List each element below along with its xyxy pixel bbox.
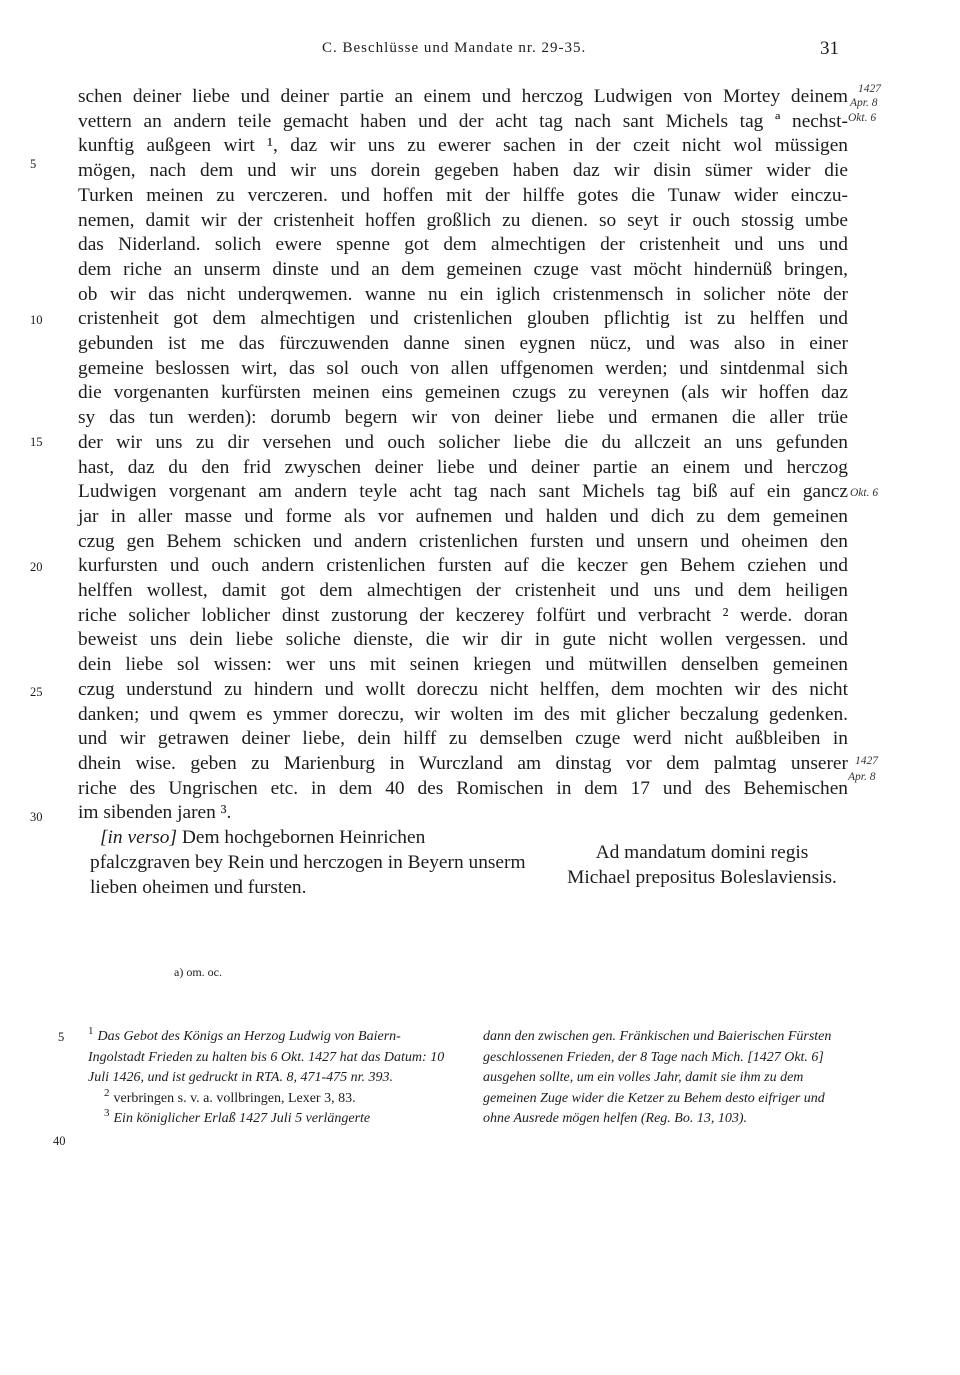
address-text: Dem hochgebornen Heinrichen pfalczgraven bey Rein und herczogen in Beyern unserm lieben oheimen und fursten. [90,827,526,898]
mandate-signature [552,840,852,890]
text-line: danken; und qwem es ymmer doreczu, wir wolten im des mit glicher beczalung gedenken. [78,704,848,725]
margin-date: 1427 [855,755,878,767]
footnote-text: Das Gebot des Königs an Herzog Ludwig von Baiern-Ingolstadt Frieden zu halten bis 6 Okt. 1427 hat das Datum: 10 Juli 1426, und ist gedruckt in RTA. 8, 471-475 nr. 393. [88,1029,445,1085]
text-line: sy das tun werden): dorumb begern wir von deiner liebe und ermanen die aller trüe [78,407,848,428]
footnote [88,1086,454,1110]
text-line: dem riche an unserm dinste und an dem gemeinen czuge vast möcht hindernüß bringen, [78,259,848,280]
footnotes-right-column [483,1027,848,1130]
text-line: czug understund zu hindern und wollt doreczu nicht helffen, dem mochten wir des nicht [78,679,848,700]
text-line: das Niderland. solich ewere spenne got dem almechtigen der cristenheit und uns und [78,234,848,255]
text-line: Ludwigen vorgenant am andern teyle acht tag nach sant Michels tag biß auf ein gancz [78,481,848,502]
footnotes-left-column [88,1027,454,1130]
margin-date: Okt. 6 [848,112,877,124]
page-number: 31 [820,38,839,59]
footnote-text: verbringen s. v. a. vollbringen, Lexer 3, 83. [113,1090,356,1106]
text-line: im sibenden jaren ³. [78,802,232,823]
mandate-line-1: Ad mandatum domini regis [595,842,809,863]
text-line: beweist uns dein liebe soliche dienste, die wir dir in gute nicht wollen vergessen. und [78,629,848,650]
text-line: gebunden ist me das fürczuwenden danne sinen eygnen nücz, und was also in einer [78,333,848,354]
text-line: jar in aller masse und forme als vor aufnemen und halden und dich zu dem gemeinen [78,506,848,527]
variant-note: a) om. oc. [174,965,222,979]
text-line: der wir uns zu dir versehen und ouch solicher liebe die du allczeit an uns gefunden [78,432,848,453]
line-number: 20 [30,560,43,574]
text-line: dhein wise. geben zu Marienburg in Wurczland am dinstag vor dem palmtag unserer [78,753,848,774]
text-line: ob wir das nicht underqwemen. wanne nu ein iglich cristenmensch in solicher nöte der [78,284,848,305]
line-number: 5 [30,157,37,171]
footnote-continuation: dann den zwischen gen. Fränkischen und Baierischen Fürsten geschlossenen Frieden, der 8 Tage nach Mich. [1427 Okt. 6] ausgehen sollte, um ein volles Jahr, damit sie ihm zu dem gemeinen Zuge wider die Ketzer zu Behem desto eifriger und ohne Ausrede mögen helfen (Reg. Bo. 13, 103). [483,1029,832,1126]
text-line: hast, daz du den frid zwyschen deiner liebe und deiner partie an einem und herczog [78,457,848,478]
text-line: riche des Ungrischen etc. in dem 40 des Romischen in dem 17 und des Behemischen [78,778,848,799]
text-line: helffen wollest, damit got dem almechtigen der cristenheit und uns und dem heiligen [78,580,848,601]
text-line: kunftig außgeen wirt ¹, daz wir uns zu ewerer sachen in der czeit nicht wol müssigen [78,135,848,156]
footnote-number: 3 [104,1107,110,1120]
running-header: C. Beschlüsse und Mandate nr. 29-35. [322,40,587,56]
text-line: cristenheit got dem almechtigen und cristenlichen glouben pflichtig ist zu helffen und [78,308,848,329]
in-verso-label: [in verso] [100,827,178,848]
text-line: und wir getrawen deiner liebe, dein hilff zu demselben czuge werd nicht außbleiben in [78,728,848,749]
margin-date: Apr. 8 [848,771,876,783]
line-number: 25 [30,685,43,699]
footnote-line-number: 5 [58,1030,65,1044]
margin-date: Apr. 8 [850,97,878,109]
footnote [88,1027,454,1089]
line-number: 30 [30,810,43,824]
footnote-number: 2 [104,1086,110,1099]
line-number: 10 [30,313,43,327]
footnote-text: Ein königlicher Erlaß 1427 Juli 5 verlängerte [113,1111,371,1126]
margin-date: Okt. 6 [850,487,879,499]
text-line: schen deiner liebe und deiner partie an einem und herczog Ludwigen von Mortey deinem [78,86,848,107]
text-line: kurfursten und ouch andern cristenlichen fursten auf die keczer gen Behem cziehen und [78,555,848,576]
margin-date: 1427 [858,83,881,95]
text-line: riche solicher loblicher dinst zustorung der keczerey folfürt und verbracht ² werde. doran [78,605,848,626]
mandate-line-2: Michael prepositus Boleslaviensis. [567,867,837,888]
footnote-number: 1 [88,1025,94,1038]
text-line: dein liebe sol wissen: wer uns mit seinen kriegen und mütwillen denselben gemeinen [78,654,848,675]
text-line: mögen, nach dem und wir uns dorein gegeben haben daz wir disin sümer wider die [78,160,848,181]
footnote [88,1109,454,1130]
footnote-line-number: 40 [53,1134,66,1148]
text-line: nemen, damit wir der cristenheit hoffen großlich zu dienen. so seyt ir ouch stossig umbe [78,210,848,231]
address-block [90,825,530,900]
text-line: Turken meinen zu verczeren. und hoffen mit der hilffe gotes die Tunaw wider einczu- [78,185,848,206]
text-line: vettern an andern teile gemacht haben und der acht tag nach sant Michels tag ª nechst- [78,111,848,132]
line-number: 15 [30,435,43,449]
text-line: gemeine beslossen wirt, das sol ouch von allen uffgenomen werden; und sintdenmal sich [78,358,848,379]
text-line: czug gen Behem schicken und andern cristenlichen fursten und unsern und oheimen den [78,531,848,552]
text-line: die vorgenanten kurfürsten meinen eins gemeinen czugs zu vereynen (als wir hoffen daz [78,382,848,403]
